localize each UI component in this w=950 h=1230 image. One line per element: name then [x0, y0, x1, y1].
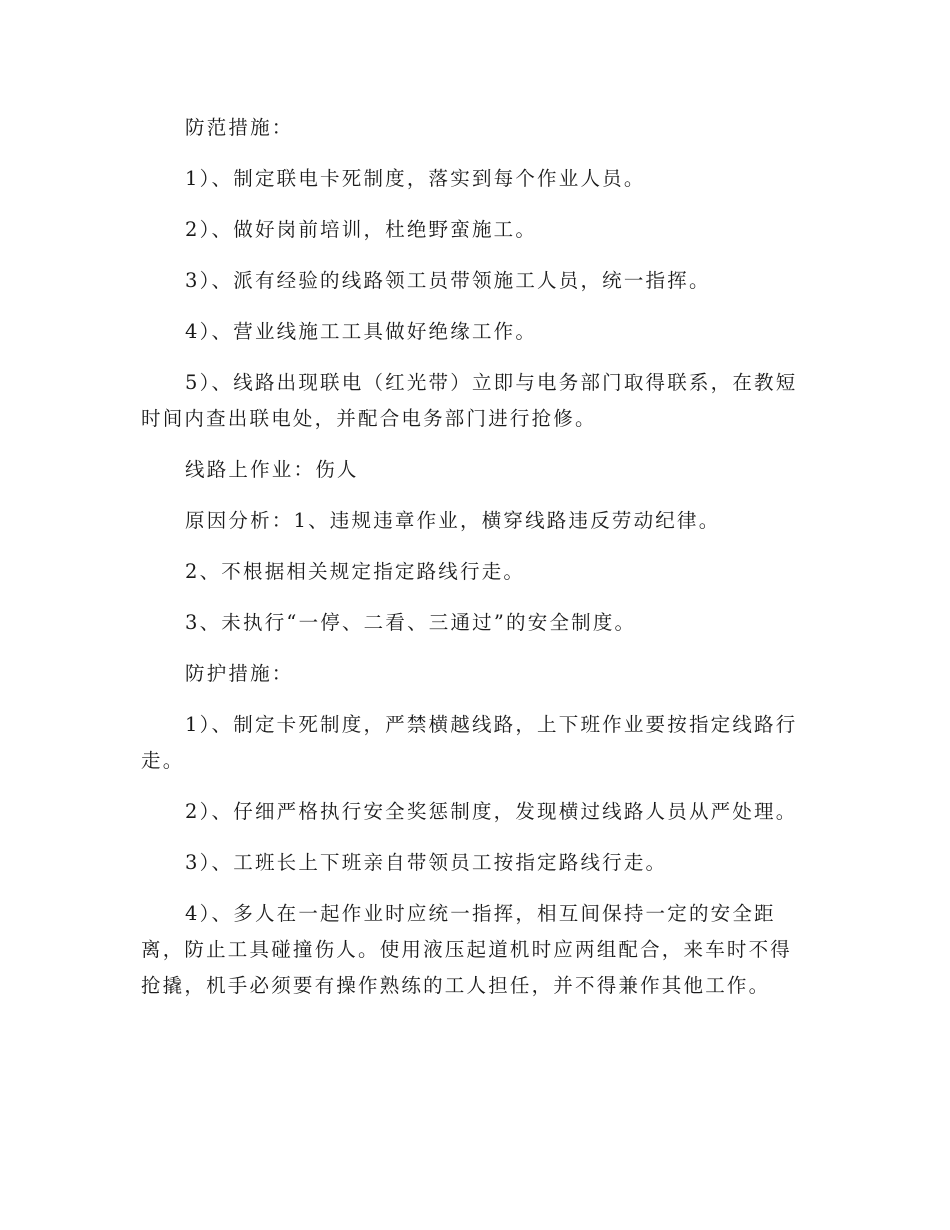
list-item: 3、未执行“一停、二看、三通过”的安全制度。	[185, 611, 637, 634]
list-item: 4）、营业线施工工具做好绝缘工作。	[185, 320, 538, 343]
list-item: 3）、派有经验的线路领工员带领施工人员，统一指挥。	[185, 269, 711, 292]
heading-prevention-measures: 防范措施：	[185, 116, 294, 139]
list-item: 2）、仔细严格执行安全奖惩制度，发现横过线路人员从严处理。	[185, 800, 798, 823]
list-item: 1）、制定联电卡死制度，落实到每个作业人员。	[185, 167, 646, 190]
list-item: 4）、多人在一起作业时应统一指挥，相互间保持一定的安全距离，防止工具碰撞伤人。使用液压起道机时应两组配合，来车时不得抢撬，机手必须要有操作熟练的工人担任，并不得兼作其他工作。	[141, 902, 793, 997]
list-item: 2）、做好岗前培训，杜绝野蛮施工。	[185, 218, 538, 241]
list-item: 5）、线路出现联电（红光带）立即与电务部门取得联系，在教短时间内查出联电处，并配合电务部门进行抢修。	[141, 371, 798, 430]
list-item: 1）、制定卡死制度，严禁横越线路，上下班作业要按指定线路行走。	[141, 713, 798, 772]
document-body	[141, 110, 811, 1019]
section-title-line-work-injury: 线路上作业：伤人	[185, 458, 359, 481]
list-item: 2、不根据相关规定指定路线行走。	[185, 560, 526, 583]
heading-protection-measures: 防护措施：	[185, 662, 294, 685]
list-item: 3）、工班长上下班亲自带领员工按指定路线行走。	[185, 851, 668, 874]
cause-analysis: 原因分析：1、违规违章作业，横穿线路违反劳动纪律。	[185, 509, 721, 532]
